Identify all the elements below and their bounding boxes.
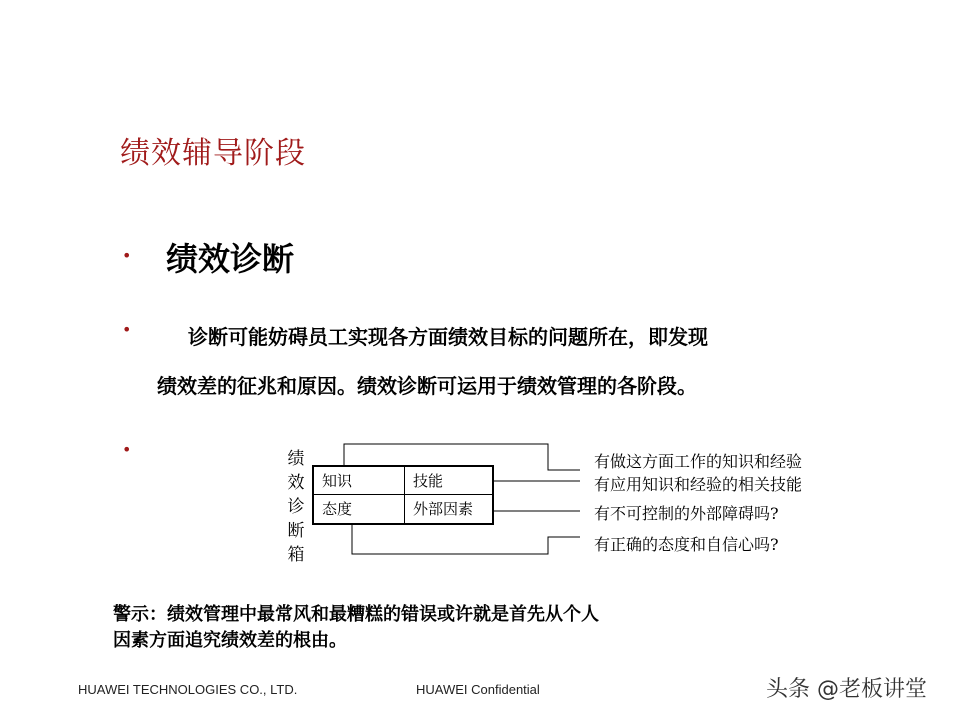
connector-attitude — [352, 525, 580, 554]
label-char: 绩 — [287, 449, 305, 469]
note-attitude: 有正确的态度和自信心吗? — [594, 535, 779, 554]
note-skills: 有应用知识和经验的相关技能 — [594, 475, 803, 494]
diagnosis-box-grid — [312, 465, 494, 525]
cell-external-factors: 外部因素 — [413, 500, 474, 518]
label-char: 断 — [287, 521, 305, 541]
paragraph-line-2: 绩效差的征兆和原因。绩效诊断可运用于绩效管理的各阶段。 — [157, 374, 697, 398]
warning-line-1: 警示：绩效管理中最常风和最糟糕的错误或许就是首先从个人 — [113, 604, 599, 625]
diagnosis-box-label — [286, 447, 306, 567]
slide-title: 绩效辅导阶段 — [120, 136, 306, 171]
label-char: 诊 — [287, 497, 305, 517]
paragraph-line-1: 诊断可能妨碍员工实现各方面绩效目标的问题所在，即发现 — [188, 325, 708, 349]
warning-line-2: 因素方面追究绩效差的根由。 — [113, 630, 347, 651]
cell-skills: 技能 — [405, 467, 494, 495]
label-char: 箱 — [287, 545, 305, 565]
section-heading: 绩效诊断 — [166, 240, 295, 278]
note-knowledge: 有做这方面工作的知识和经验 — [594, 452, 803, 471]
cell-knowledge: 知识 — [314, 467, 405, 495]
bullet-marker: • — [122, 320, 132, 339]
watermark: 头条 @老板讲堂 — [766, 677, 927, 702]
footer-confidential: HUAWEI Confidential — [416, 682, 540, 697]
cell-attitude: 态度 — [314, 495, 405, 523]
footer-company: HUAWEI TECHNOLOGIES CO., LTD. — [78, 682, 298, 697]
label-char: 效 — [287, 473, 305, 493]
bullet-marker: • — [122, 246, 132, 265]
bullet-marker: • — [122, 440, 132, 459]
note-external: 有不可控制的外部障碍吗? — [594, 504, 779, 523]
